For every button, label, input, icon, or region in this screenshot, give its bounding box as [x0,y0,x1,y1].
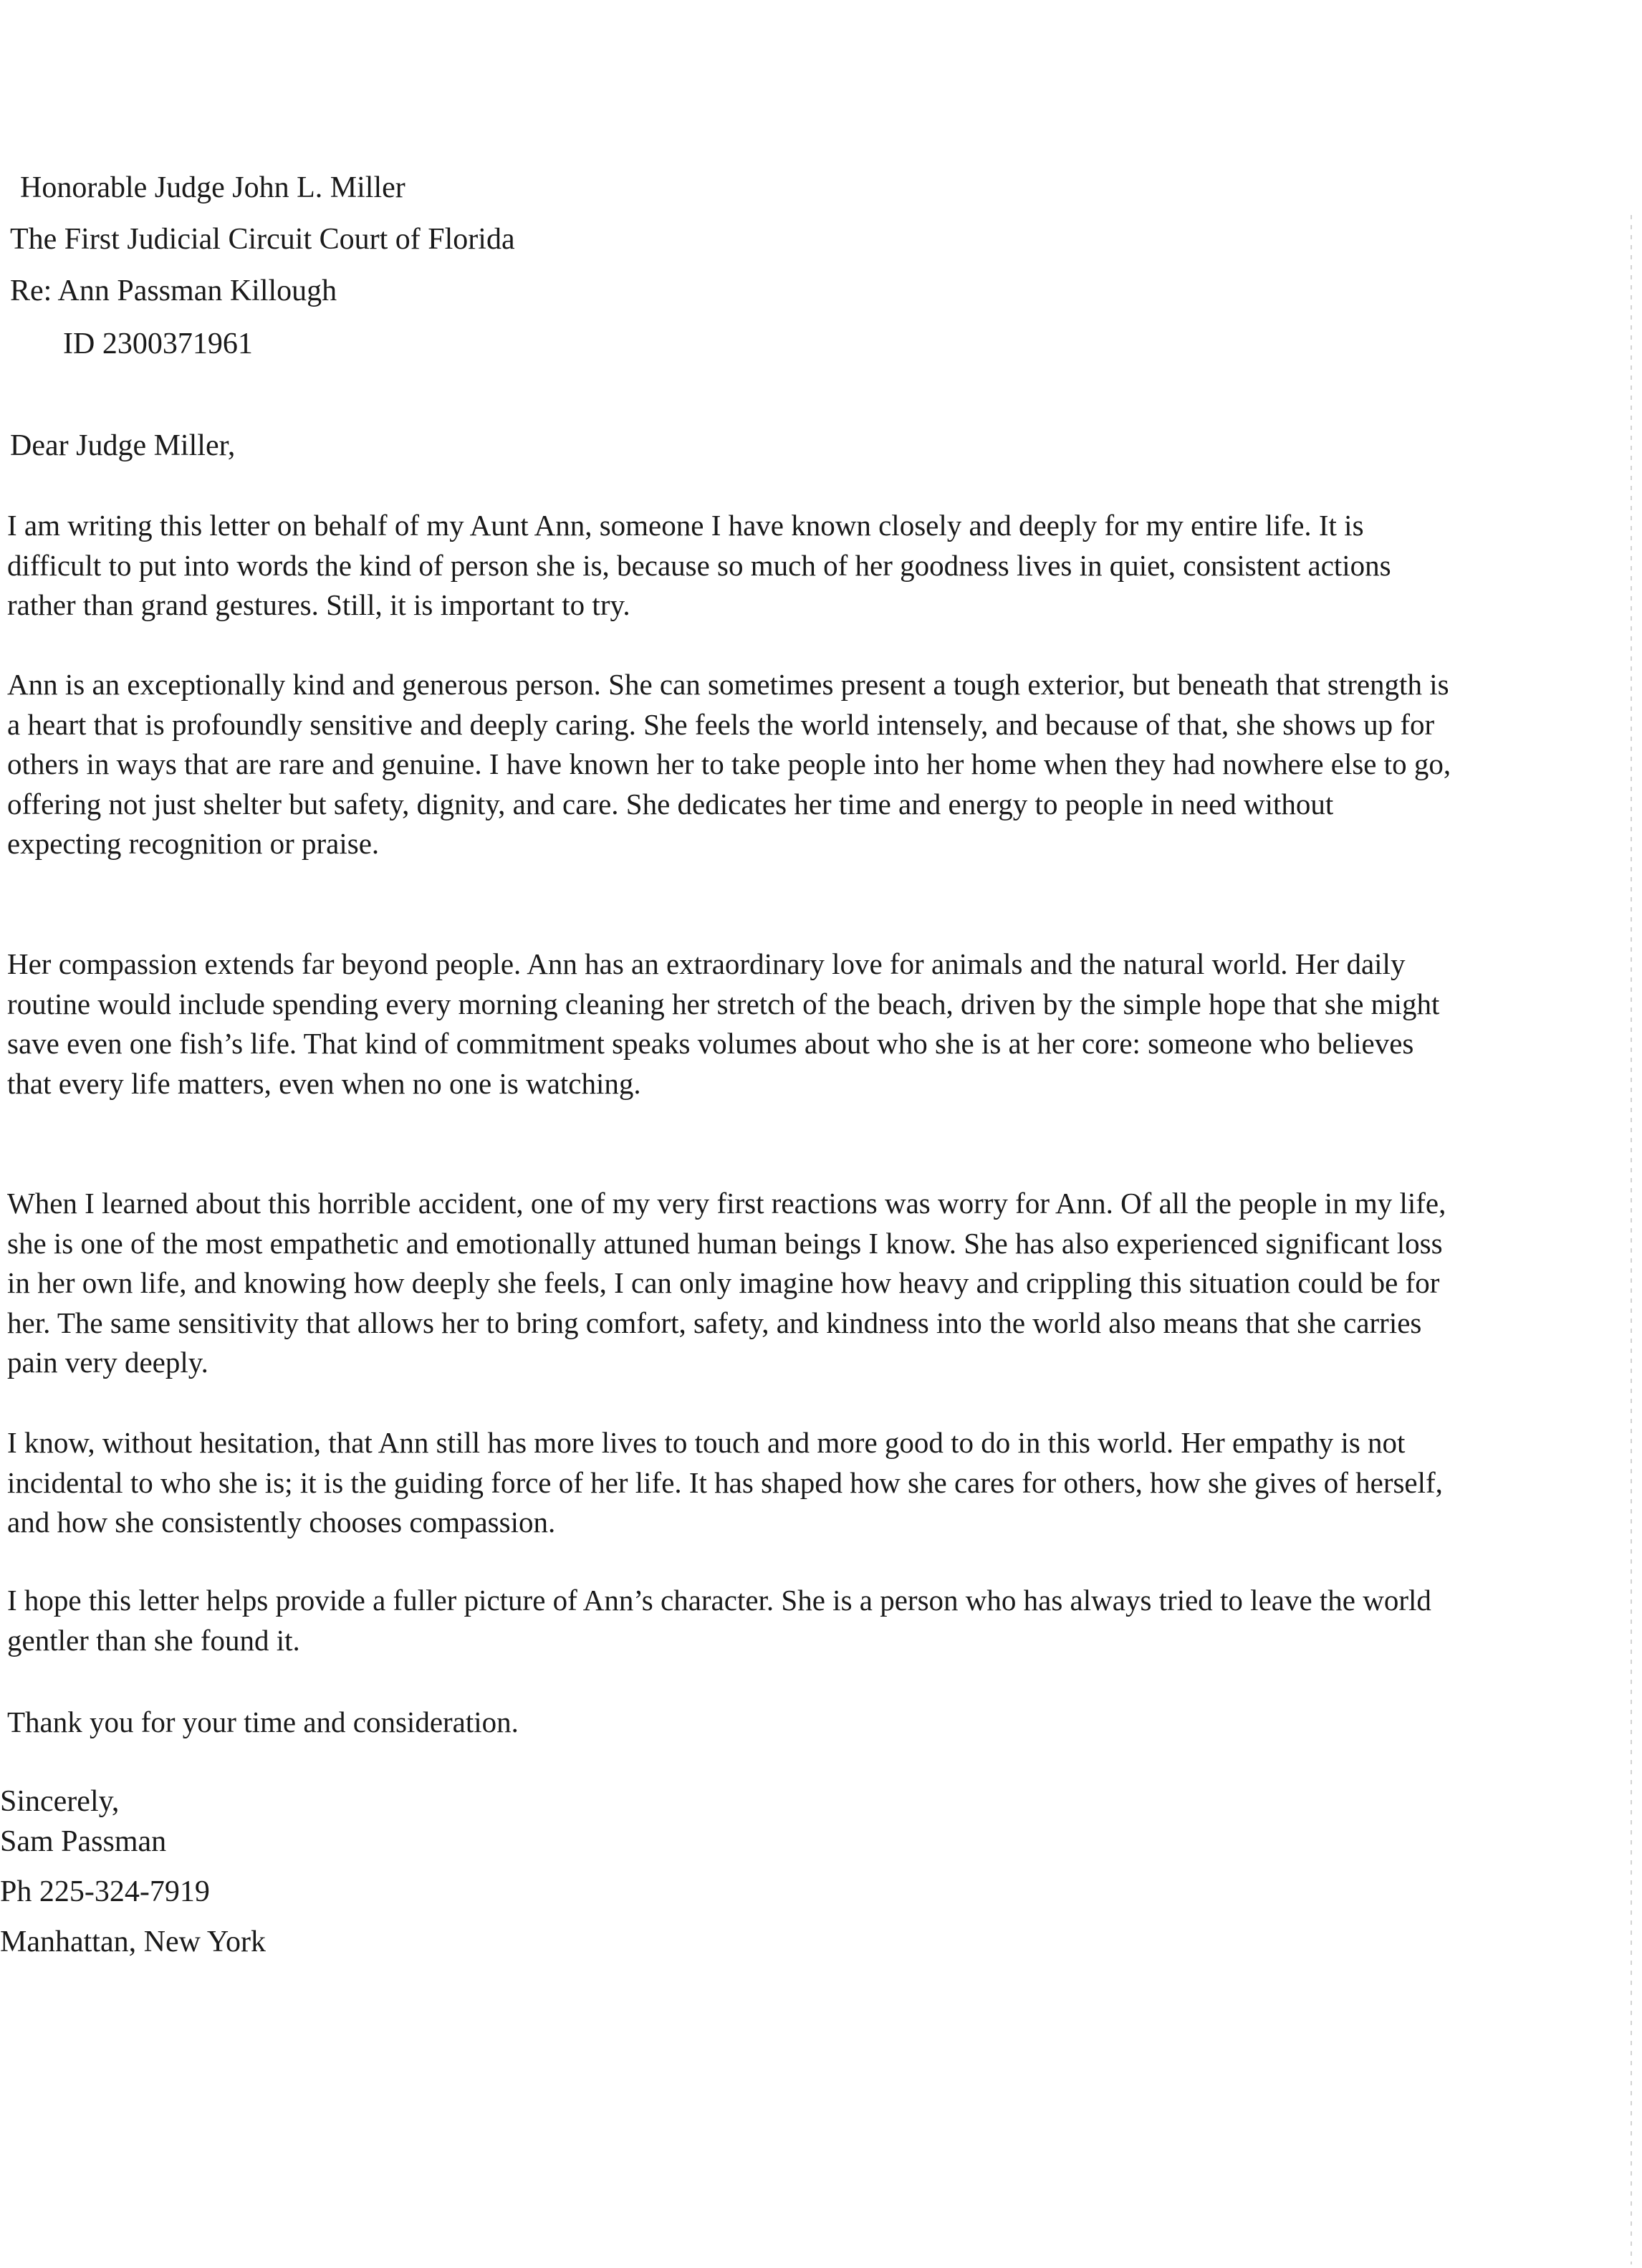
recipient-name: Honorable Judge John L. Miller [20,171,405,204]
signature-name: Sam Passman [0,1825,167,1858]
paragraph-1-text: I am writing this letter on behalf of my Aunt Ann, someone I have known closely and deeply for my entire life. It is difficult to put into words the kind of person she is, because so much of her goodness lives in quiet, consistent actions rather than grand gestures. Still, it is important to try. [7,509,1391,621]
paragraph-2 [7,665,1454,864]
signature-location: Manhattan, New York [0,1925,266,1958]
paragraph-7-text: Thank you for your time and consideration. [7,1705,519,1738]
regarding-line: Re: Ann Passman Killough [10,274,337,307]
closing: Sincerely, [0,1785,120,1818]
paragraph-7 [7,1703,1454,1743]
paragraph-3-text: Her compassion extends far beyond people. Ann has an extraordinary love for animals and the natural world. Her daily routine would include spending every morning cleaning her stretch of the beach, driven by the simple hope that she might save even one fish’s life. That kind of commitment speaks volumes about who she is at her core: someone who believes that every life matters, even when no one is watching. [7,947,1440,1100]
paragraph-1 [7,506,1454,626]
salutation: Dear Judge Miller, [10,429,236,462]
recipient-court: The First Judicial Circuit Court of Florida [10,223,515,256]
paragraph-5 [7,1423,1454,1543]
case-id: ID 2300371961 [63,327,253,360]
paragraph-6 [7,1581,1454,1660]
paragraph-3 [7,944,1454,1104]
paragraph-4-text: When I learned about this horrible accident, one of my very first reactions was worry for Ann. Of all the people in my life, she is one of the most empathetic and emotionally attuned human beings I know. She has also experienced significant loss in her own life, and knowing how deeply she feels, I can only imagine how heavy and crippling this situation could be for her. The same sensitivity that allows her to bring comfort, safety, and kindness into the world also means that she carries pain very deeply. [7,1187,1446,1379]
signature-phone: Ph 225-324-7919 [0,1875,210,1908]
scan-edge-artifact [1631,215,1632,2264]
paragraph-5-text: I know, without hesitation, that Ann still has more lives to touch and more good to do in this world. Her empathy is not incidental to who she is; it is the guiding force of her life. It has shaped how she cares for others, how she gives of herself, and how she consistently chooses compassion. [7,1426,1443,1539]
paragraph-2-text: Ann is an exceptionally kind and generous person. She can sometimes present a tough exterior, but beneath that strength is a heart that is profoundly sensitive and deeply caring. She feels the world intensely, and because of that, she shows up for others in ways that are rare and genuine. I have known her to take people into her home when they had nowhere else to go, offering not just shelter but safety, dignity, and care. She dedicates her time and energy to people in need without expecting recognition or praise. [7,668,1451,860]
paragraph-6-text: I hope this letter helps provide a fuller picture of Ann’s character. She is a person who has always tried to leave the world gentler than she found it. [7,1584,1431,1657]
paragraph-4 [7,1184,1454,1383]
